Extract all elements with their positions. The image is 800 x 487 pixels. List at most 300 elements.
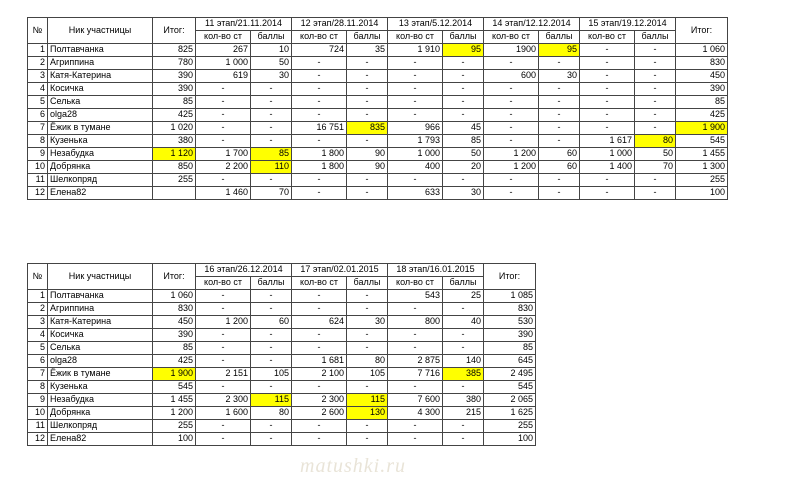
points-cell: - — [347, 290, 388, 303]
points-cell: - — [251, 83, 292, 96]
participant-nick: Елена82 — [48, 187, 153, 200]
points-cell: - — [347, 187, 388, 200]
stitch-count-cell: - — [292, 135, 347, 148]
points-cell: 95 — [443, 44, 484, 57]
table-row — [28, 368, 536, 381]
stage-header-17: 17 этап/02.01.2015 — [292, 264, 388, 277]
row-index: 6 — [28, 355, 48, 368]
row-total: 545 — [676, 135, 728, 148]
stitch-count-cell: - — [292, 109, 347, 122]
stitch-count-cell: - — [388, 329, 443, 342]
points-cell: - — [443, 329, 484, 342]
participant-nick: Ёжик в тумане — [48, 368, 153, 381]
header-ball-12: баллы — [347, 31, 388, 44]
header-kol-12: кол-во ст — [292, 31, 347, 44]
stitch-count-cell: 800 — [388, 316, 443, 329]
points-cell: - — [347, 57, 388, 70]
carry-over-total: 1 455 — [153, 394, 196, 407]
table-row — [28, 316, 536, 329]
points-cell: 25 — [443, 290, 484, 303]
points-cell: - — [635, 57, 676, 70]
stitch-count-cell: - — [484, 174, 539, 187]
row-index: 12 — [28, 187, 48, 200]
stage-header-13: 13 этап/5.12.2014 — [388, 18, 484, 31]
stitch-count-cell: 1 460 — [196, 187, 251, 200]
stitch-count-cell: - — [196, 433, 251, 446]
participant-nick: Селька — [48, 342, 153, 355]
table-row — [28, 187, 728, 200]
stitch-count-cell: - — [196, 381, 251, 394]
stitch-count-cell: 619 — [196, 70, 251, 83]
table-row — [28, 420, 536, 433]
header-ball-18: баллы — [443, 277, 484, 290]
row-index: 11 — [28, 420, 48, 433]
carry-over-total: 255 — [153, 174, 196, 187]
stitch-count-cell: - — [292, 96, 347, 109]
stitch-count-cell: 543 — [388, 290, 443, 303]
table-row — [28, 109, 728, 122]
stitch-count-cell: 1 200 — [484, 148, 539, 161]
points-cell: 35 — [347, 44, 388, 57]
points-cell: - — [251, 433, 292, 446]
row-total: 100 — [484, 433, 536, 446]
stitch-count-cell: - — [388, 83, 443, 96]
points-cell: - — [443, 303, 484, 316]
stitch-count-cell: 2 300 — [196, 394, 251, 407]
points-cell: - — [635, 44, 676, 57]
table-row — [28, 433, 536, 446]
stitch-count-cell: - — [388, 70, 443, 83]
stitch-count-cell: - — [196, 303, 251, 316]
stitch-count-cell: 1 200 — [196, 316, 251, 329]
points-cell: - — [251, 96, 292, 109]
stitch-count-cell: - — [292, 290, 347, 303]
stitch-count-cell: - — [292, 329, 347, 342]
row-index: 8 — [28, 381, 48, 394]
stage-header-14: 14 этап/12.12.2014 — [484, 18, 580, 31]
points-cell: 85 — [251, 148, 292, 161]
header-total: Итог: — [484, 264, 536, 290]
points-cell: 45 — [443, 122, 484, 135]
stitch-count-cell: - — [580, 44, 635, 57]
points-cell: - — [635, 70, 676, 83]
row-total: 390 — [676, 83, 728, 96]
stitch-count-cell: - — [580, 70, 635, 83]
stitch-count-cell: - — [196, 135, 251, 148]
points-cell: - — [443, 70, 484, 83]
participant-nick: Незабудка — [48, 394, 153, 407]
points-cell: 20 — [443, 161, 484, 174]
row-total: 255 — [676, 174, 728, 187]
header-nick: Ник участницы — [48, 18, 153, 44]
carry-over-total: 545 — [153, 381, 196, 394]
stitch-count-cell: 2 300 — [292, 394, 347, 407]
points-cell: 60 — [539, 148, 580, 161]
row-index: 1 — [28, 44, 48, 57]
points-cell: 140 — [443, 355, 484, 368]
stitch-count-cell: 1 400 — [580, 161, 635, 174]
table-row — [28, 303, 536, 316]
watermark: matushki.ru — [300, 455, 406, 477]
points-cell: - — [251, 420, 292, 433]
stitch-count-cell: 1 681 — [292, 355, 347, 368]
carry-over-total: 255 — [153, 420, 196, 433]
participant-nick: Катя-Катерина — [48, 316, 153, 329]
row-index: 7 — [28, 368, 48, 381]
row-index: 9 — [28, 148, 48, 161]
carry-over-total: 425 — [153, 109, 196, 122]
points-cell: - — [251, 355, 292, 368]
row-total: 450 — [676, 70, 728, 83]
participant-nick: Елена82 — [48, 433, 153, 446]
row-index: 8 — [28, 135, 48, 148]
header-kol-14: кол-во ст — [484, 31, 539, 44]
participant-nick: Катя-Катерина — [48, 70, 153, 83]
points-cell: 50 — [443, 148, 484, 161]
row-index: 2 — [28, 57, 48, 70]
carry-over-total: 100 — [153, 433, 196, 446]
stitch-count-cell: 1 793 — [388, 135, 443, 148]
stage-header-12: 12 этап/28.11.2014 — [292, 18, 388, 31]
table-header-stages — [28, 18, 728, 31]
points-cell: 115 — [251, 394, 292, 407]
header-total: Итог: — [676, 18, 728, 44]
stitch-count-cell: - — [484, 57, 539, 70]
points-cell: - — [635, 174, 676, 187]
points-cell: - — [251, 109, 292, 122]
header-kol-18: кол-во ст — [388, 277, 443, 290]
carry-over-total: 1 060 — [153, 290, 196, 303]
points-cell: 95 — [539, 44, 580, 57]
row-index: 1 — [28, 290, 48, 303]
participant-nick: Селька — [48, 96, 153, 109]
table-row — [28, 407, 536, 420]
table-row — [28, 135, 728, 148]
stitch-count-cell: 2 875 — [388, 355, 443, 368]
table-row — [28, 394, 536, 407]
points-cell: - — [347, 381, 388, 394]
stitch-count-cell: 1 000 — [196, 57, 251, 70]
row-total: 545 — [484, 381, 536, 394]
stitch-count-cell: - — [196, 329, 251, 342]
row-index: 7 — [28, 122, 48, 135]
stitch-count-cell: - — [388, 96, 443, 109]
stitch-count-cell: - — [580, 187, 635, 200]
stitch-count-cell: - — [292, 83, 347, 96]
points-cell: - — [251, 135, 292, 148]
points-cell: - — [635, 83, 676, 96]
row-index: 9 — [28, 394, 48, 407]
stitch-count-cell: - — [196, 420, 251, 433]
header-no: № — [28, 18, 48, 44]
stitch-count-cell: - — [388, 433, 443, 446]
points-cell: 70 — [635, 161, 676, 174]
points-cell: - — [443, 420, 484, 433]
stitch-count-cell: - — [388, 57, 443, 70]
stitch-count-cell: - — [484, 135, 539, 148]
points-cell: - — [347, 96, 388, 109]
carry-over-total: 1 200 — [153, 407, 196, 420]
table-row — [28, 44, 728, 57]
points-cell: - — [443, 433, 484, 446]
stitch-count-cell: - — [388, 303, 443, 316]
row-index: 11 — [28, 174, 48, 187]
points-cell: 90 — [347, 161, 388, 174]
stitch-count-cell: - — [580, 83, 635, 96]
points-cell: 105 — [251, 368, 292, 381]
points-cell: - — [347, 342, 388, 355]
points-cell: - — [539, 109, 580, 122]
stage-header-18: 18 этап/16.01.2015 — [388, 264, 484, 277]
stitch-count-cell: 1 600 — [196, 407, 251, 420]
header-ball-13: баллы — [443, 31, 484, 44]
points-cell: - — [251, 342, 292, 355]
stitch-count-cell: - — [292, 342, 347, 355]
stitch-count-cell: 724 — [292, 44, 347, 57]
stitch-count-cell: - — [196, 96, 251, 109]
points-cell: - — [347, 329, 388, 342]
stitch-count-cell: - — [196, 342, 251, 355]
points-cell: - — [635, 122, 676, 135]
points-cell: - — [251, 381, 292, 394]
row-index: 10 — [28, 407, 48, 420]
points-cell: - — [443, 83, 484, 96]
stitch-count-cell: 633 — [388, 187, 443, 200]
carry-over-total: 1 020 — [153, 122, 196, 135]
header-ball-14: баллы — [539, 31, 580, 44]
carry-over-total: 390 — [153, 70, 196, 83]
stitch-count-cell: 1 910 — [388, 44, 443, 57]
row-total: 2 065 — [484, 394, 536, 407]
table-body-1 — [28, 44, 728, 200]
points-cell: - — [635, 187, 676, 200]
points-cell: - — [539, 83, 580, 96]
table-row — [28, 174, 728, 187]
points-cell: - — [347, 433, 388, 446]
participant-nick: Косичка — [48, 329, 153, 342]
points-cell: - — [251, 329, 292, 342]
stitch-count-cell: - — [196, 109, 251, 122]
points-cell: 60 — [539, 161, 580, 174]
row-total: 530 — [484, 316, 536, 329]
points-cell: - — [539, 57, 580, 70]
header-ball-17: баллы — [347, 277, 388, 290]
points-cell: - — [347, 174, 388, 187]
stitch-count-cell: 2 600 — [292, 407, 347, 420]
points-cell: - — [347, 70, 388, 83]
stitch-count-cell: - — [388, 109, 443, 122]
stitch-count-cell: 1 000 — [388, 148, 443, 161]
stitch-count-cell: 400 — [388, 161, 443, 174]
points-cell: 30 — [443, 187, 484, 200]
table-row — [28, 148, 728, 161]
header-kol-17: кол-во ст — [292, 277, 347, 290]
stitch-count-cell: 4 300 — [388, 407, 443, 420]
stitch-count-cell: - — [292, 187, 347, 200]
stitch-count-cell: 1 617 — [580, 135, 635, 148]
points-cell: - — [635, 109, 676, 122]
stitch-count-cell: - — [196, 83, 251, 96]
row-total: 1 455 — [676, 148, 728, 161]
stage-header-16: 16 этап/26.12.2014 — [196, 264, 292, 277]
stitch-count-cell: 1 200 — [484, 161, 539, 174]
points-cell: - — [443, 342, 484, 355]
points-cell: 85 — [443, 135, 484, 148]
row-total: 255 — [484, 420, 536, 433]
carry-over-total: 1 900 — [153, 368, 196, 381]
stitch-count-cell: 7 600 — [388, 394, 443, 407]
row-total: 1 085 — [484, 290, 536, 303]
header-kol-11: кол-во ст — [196, 31, 251, 44]
points-cell: 380 — [443, 394, 484, 407]
stitch-count-cell: - — [484, 187, 539, 200]
points-cell: - — [347, 135, 388, 148]
points-cell: - — [539, 174, 580, 187]
stitch-count-cell: - — [292, 57, 347, 70]
participant-nick: Ёжик в тумане — [48, 122, 153, 135]
row-index: 5 — [28, 96, 48, 109]
participant-nick: Агриппина — [48, 303, 153, 316]
table-row — [28, 290, 536, 303]
points-cell: - — [539, 187, 580, 200]
stitch-count-cell: 2 200 — [196, 161, 251, 174]
stitch-count-cell: 1 700 — [196, 148, 251, 161]
points-cell: 80 — [251, 407, 292, 420]
points-cell: - — [347, 303, 388, 316]
stitch-count-cell: - — [580, 109, 635, 122]
stitch-count-cell: 1 800 — [292, 148, 347, 161]
row-total: 1 300 — [676, 161, 728, 174]
stage-header-15: 15 этап/19.12.2014 — [580, 18, 676, 31]
points-cell: - — [251, 290, 292, 303]
carry-over-total: 780 — [153, 57, 196, 70]
stitch-count-cell: - — [292, 303, 347, 316]
header-kol-15: кол-во ст — [580, 31, 635, 44]
stitch-count-cell: 1900 — [484, 44, 539, 57]
table-row — [28, 57, 728, 70]
stitch-count-cell: 1 000 — [580, 148, 635, 161]
points-cell: 70 — [251, 187, 292, 200]
participant-nick: Добрянка — [48, 161, 153, 174]
row-total: 85 — [484, 342, 536, 355]
points-cell: - — [443, 174, 484, 187]
row-total: 2 495 — [484, 368, 536, 381]
points-cell: 385 — [443, 368, 484, 381]
table-row — [28, 355, 536, 368]
points-cell: - — [251, 303, 292, 316]
points-cell: - — [251, 122, 292, 135]
row-index: 3 — [28, 70, 48, 83]
stitch-count-cell: 624 — [292, 316, 347, 329]
stitch-count-cell: - — [580, 96, 635, 109]
stitch-count-cell: - — [196, 290, 251, 303]
header-ball-16: баллы — [251, 277, 292, 290]
points-cell: 115 — [347, 394, 388, 407]
stitch-count-cell: - — [388, 420, 443, 433]
participant-nick: Незабудка — [48, 148, 153, 161]
stitch-count-cell: - — [580, 174, 635, 187]
carry-over-total: 85 — [153, 96, 196, 109]
stitch-count-cell: 1 800 — [292, 161, 347, 174]
row-total: 830 — [676, 57, 728, 70]
header-nick: Ник участницы — [48, 264, 153, 290]
points-cell: - — [539, 122, 580, 135]
stage-header-11: 11 этап/21.11.2014 — [196, 18, 292, 31]
table-row — [28, 329, 536, 342]
row-index: 4 — [28, 83, 48, 96]
table-row — [28, 83, 728, 96]
points-cell: 30 — [347, 316, 388, 329]
participant-nick: Шелкопряд — [48, 420, 153, 433]
participant-nick: Кузенька — [48, 381, 153, 394]
stitch-count-cell: - — [196, 355, 251, 368]
row-index: 3 — [28, 316, 48, 329]
row-index: 2 — [28, 303, 48, 316]
stitch-count-cell: - — [292, 70, 347, 83]
stitch-count-cell: - — [484, 96, 539, 109]
points-cell: - — [347, 109, 388, 122]
stitch-count-cell: - — [292, 174, 347, 187]
stitch-count-cell: - — [484, 83, 539, 96]
points-cell: 40 — [443, 316, 484, 329]
table-row — [28, 70, 728, 83]
carry-over-total: 425 — [153, 355, 196, 368]
points-cell: 130 — [347, 407, 388, 420]
participant-nick: Косичка — [48, 83, 153, 96]
points-cell: 30 — [539, 70, 580, 83]
stitch-count-cell: 16 751 — [292, 122, 347, 135]
participant-nick: Шелкопряд — [48, 174, 153, 187]
carry-over-total: 825 — [153, 44, 196, 57]
table2-header-stages — [28, 264, 536, 277]
row-total: 85 — [676, 96, 728, 109]
participant-nick: olga28 — [48, 355, 153, 368]
row-total: 100 — [676, 187, 728, 200]
points-cell: 10 — [251, 44, 292, 57]
stitch-count-cell: 2 151 — [196, 368, 251, 381]
table-row — [28, 342, 536, 355]
participant-nick: Кузенька — [48, 135, 153, 148]
table-row — [28, 122, 728, 135]
stitch-count-cell: - — [388, 381, 443, 394]
carry-over-total: 1 120 — [153, 148, 196, 161]
row-total: 645 — [484, 355, 536, 368]
carry-over-total: 85 — [153, 342, 196, 355]
header-itog: Итог: — [153, 264, 196, 290]
points-cell: - — [443, 109, 484, 122]
scores-table-stages-11-15 — [27, 17, 728, 200]
participant-nick: Добрянка — [48, 407, 153, 420]
header-ball-15: баллы — [635, 31, 676, 44]
stitch-count-cell: - — [484, 109, 539, 122]
row-total: 1 625 — [484, 407, 536, 420]
stitch-count-cell: - — [484, 122, 539, 135]
points-cell: 215 — [443, 407, 484, 420]
table-row — [28, 381, 536, 394]
stitch-count-cell: 966 — [388, 122, 443, 135]
points-cell: - — [443, 96, 484, 109]
carry-over-total — [153, 187, 196, 200]
points-cell: - — [443, 57, 484, 70]
row-index: 5 — [28, 342, 48, 355]
stitch-count-cell: 7 716 — [388, 368, 443, 381]
row-total: 1 900 — [676, 122, 728, 135]
points-cell: - — [443, 381, 484, 394]
stitch-count-cell: - — [388, 342, 443, 355]
participant-nick: olga28 — [48, 109, 153, 122]
participant-nick: Полтавчанка — [48, 290, 153, 303]
points-cell: 80 — [347, 355, 388, 368]
